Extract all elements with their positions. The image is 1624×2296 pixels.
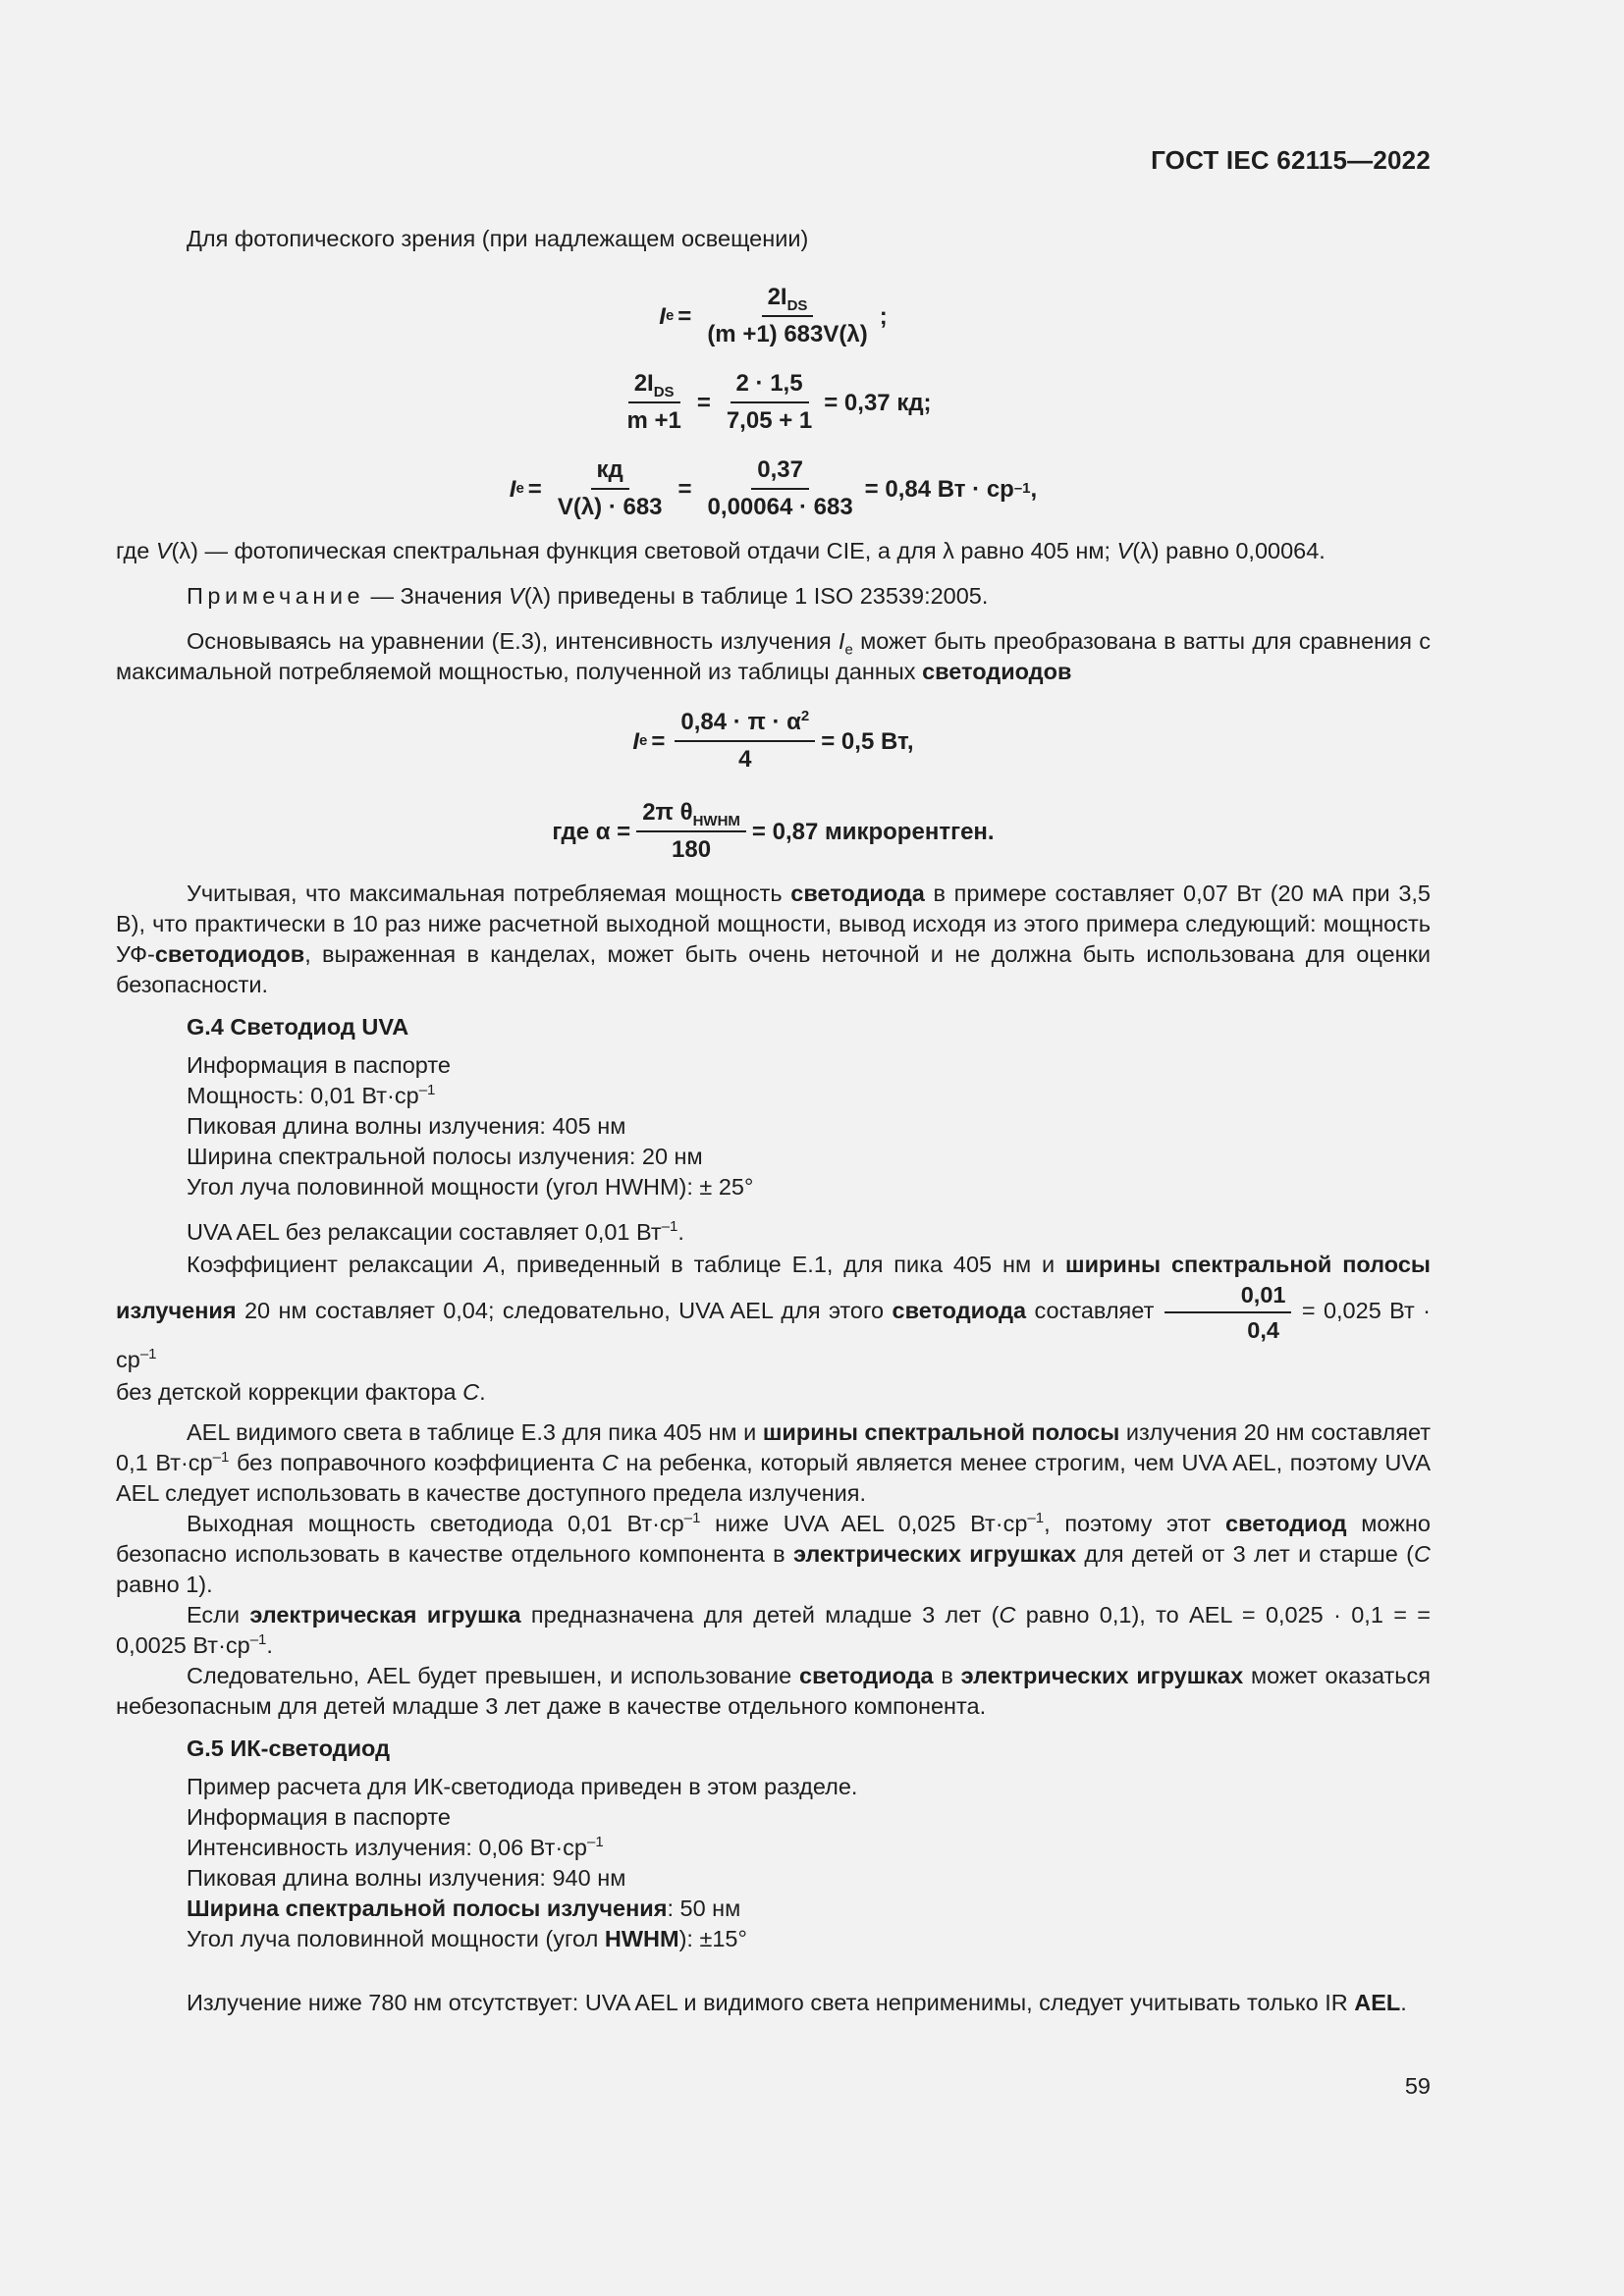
text-superscript: –1: [139, 1346, 157, 1363]
formula-fraction: [636, 799, 746, 864]
datasheet-line: [187, 1142, 1431, 1172]
formula-symbol: I: [632, 727, 640, 755]
formula-result: = 0,37 кд;: [824, 389, 932, 416]
fraction-numerator: 2π θ: [642, 799, 693, 826]
text-bold: светодиодов: [154, 941, 305, 967]
formula-result: = 0,84 Вт · ср: [864, 475, 1014, 503]
fraction-numerator: 0,84 · π · α: [680, 709, 801, 735]
text-run: для детей от 3 лет и старше (: [1076, 1541, 1415, 1567]
fraction-denominator: 0,4: [1247, 1317, 1279, 1343]
formula-fraction: [621, 370, 686, 435]
text-run: без поправочного коэффициента: [229, 1450, 602, 1475]
text-bold: ширины спектральной полосы: [762, 1419, 1120, 1445]
section-heading-g4: G.4 Светодиод UVA: [187, 1014, 409, 1040]
text-bold: светодиода: [799, 1663, 934, 1688]
page-number: 59: [1404, 2073, 1431, 2099]
formula-ratio: $\frac{2I_{DS}}{m +1}$ = $\frac{2 \cdot 1,5}{7,05 + 1}$ = 0,37 кд;: [116, 370, 1431, 435]
formula-ie-value: I e = $\frac{кд}{V(\lambda) \cdot 683}$ = $\frac{0,37}{0,00064 \cdot 683}$ = 0,84 Вт · ср –1 ,: [509, 456, 1038, 520]
fraction-numerator: 2 · 1,5: [731, 370, 809, 403]
text-bold: светодиод: [1225, 1511, 1347, 1536]
text-run: .: [266, 1632, 273, 1658]
text-run: (λ) приведены в таблице 1 ISO 23539:2005.: [523, 583, 989, 609]
fraction-denominator: 0,00064 · 683: [707, 494, 853, 520]
text-run: V: [509, 583, 524, 609]
text-bold: светодиода: [892, 1298, 1027, 1324]
text-run: излучения 20 нм составляет 0,1 Вт·ср: [116, 1419, 1431, 1475]
datasheet-line: [187, 1172, 1431, 1202]
text-run: С: [1414, 1541, 1431, 1567]
text-run: , поэтому этот: [1044, 1511, 1226, 1536]
note-label: Примечание: [187, 583, 365, 609]
fraction-denominator: m +1: [626, 407, 681, 434]
fraction-denominator: 180: [672, 836, 712, 863]
text-run: Угол луча половинной мощности (угол HWHM): ± 25°: [187, 1174, 754, 1200]
paragraph-consequence: [116, 1661, 1431, 1722]
text-superscript: –1: [212, 1449, 230, 1467]
formula-fraction: [701, 284, 873, 348]
text-run: Основываясь на уравнении (Е.3), интенсивность излучения: [187, 628, 839, 654]
text-run: можно безопасно использовать в качестве отдельного компонента в: [116, 1511, 1431, 1567]
fraction-numerator: 2I: [767, 284, 787, 310]
formula-fraction: [721, 370, 818, 435]
fraction-numerator: 2I: [633, 370, 654, 397]
text-run: Выходная мощность светодиода 0,01 Вт·ср: [187, 1511, 684, 1536]
text-run: : 50 нм: [667, 1896, 741, 1921]
paragraph-ir-final: [116, 1988, 1431, 2018]
text-run: I: [838, 628, 845, 654]
fraction-subscript: DS: [653, 383, 675, 400]
text-run: .: [677, 1219, 684, 1245]
text-run: Мощность: 0,01 Вт·ср: [187, 1083, 419, 1108]
text-run: С: [462, 1379, 480, 1405]
uva-ael-line: [187, 1217, 1431, 1248]
text-run: — Значения: [364, 583, 509, 609]
paragraph-relaxation-cont: [116, 1377, 1431, 1408]
text-run: = 0,025 Вт · ср: [116, 1298, 1432, 1372]
text-bold: электрических игрушках: [960, 1663, 1244, 1688]
inline-fraction: [1164, 1282, 1292, 1343]
text-run: А: [483, 1252, 500, 1277]
text-superscript: –1: [1027, 1510, 1045, 1527]
formula-result: = 0,5 Вт,: [821, 727, 914, 755]
text-bold: электрических игрушках: [793, 1541, 1077, 1567]
text-bold: HWHM: [604, 1926, 679, 1951]
text-bold: светодиода: [790, 881, 925, 906]
datasheet-line: Пример расчета для ИК-светодиода приведен в этом разделе.: [187, 1774, 858, 1799]
fraction-denominator: 7,05 + 1: [726, 407, 813, 434]
fraction-denominator: V(λ) · 683: [557, 494, 663, 520]
text-run: V: [1116, 538, 1133, 563]
text-run: (λ) — фотопическая спектральная функция световой отдачи CIE, а для λ равно 405 нм;: [171, 538, 1117, 563]
text-run: V: [155, 538, 172, 563]
formula-symbol: I: [509, 475, 516, 503]
text-superscript: –1: [661, 1218, 678, 1236]
text-run: составляет: [1026, 1298, 1163, 1324]
text-run: Информация в паспорте: [187, 1052, 451, 1078]
text-run: Интенсивность излучения: 0,06 Вт·ср: [187, 1835, 587, 1860]
paragraph-output-power: [116, 1509, 1431, 1600]
formula-tail: ;: [879, 302, 888, 330]
formula-fraction: [702, 456, 859, 521]
text-run: предназначена для детей младше 3 лет (: [520, 1602, 1000, 1628]
text-run: Учитывая, что максимальная потребляемая мощность: [187, 881, 791, 906]
paragraph-conclusion: [116, 879, 1431, 1000]
datasheet-line: [187, 1833, 1431, 1863]
datasheet-line: [187, 1111, 1431, 1142]
text-run: ): ±15°: [678, 1926, 747, 1951]
text-run: где: [116, 538, 156, 563]
datasheet-line: [187, 1081, 1431, 1111]
text-run: ниже UVA AEL 0,025 Вт·ср: [700, 1511, 1028, 1536]
document-header: ГОСТ IEC 62115—2022: [1151, 145, 1431, 175]
fraction-subscript: DS: [786, 296, 808, 314]
page-content: [116, 224, 1431, 2018]
formula-fraction: [675, 709, 815, 774]
text-run: Коэффициент релаксации: [187, 1252, 484, 1277]
fraction-numerator: 0,01: [1164, 1282, 1292, 1313]
formula-ie-photopic: I e = $\frac{2I_{DS}}{(m +1) 683V(\lambda)}$ ;: [659, 284, 888, 347]
text-run: .: [479, 1379, 486, 1405]
text-run: , приведенный в таблице Е.1, для пика 405 нм и: [499, 1252, 1065, 1277]
fraction-numerator: 0,37: [751, 456, 809, 490]
text-run: , выраженная в канделах, может быть очень неточной и не должна быть использована для оценки безопасности.: [116, 941, 1431, 997]
text-run: Следовательно, AEL будет превышен, и использование: [187, 1663, 799, 1688]
text-bold: Ширина спектральной полосы излучения: [187, 1896, 668, 1921]
text-run: может быть преобразована в ватты для сравнения с максимальной потребляемой мощностью, полученной из таблицы данных: [116, 628, 1431, 684]
text-bold: AEL: [1354, 1990, 1401, 2015]
paragraph-visible-ael: [116, 1417, 1431, 1509]
text-run: Пиковая длина волны излучения: 405 нм: [187, 1113, 626, 1139]
datasheet-line: Информация в паспорте: [187, 1804, 451, 1830]
text-run: 20 нм составляет 0,04; следовательно, UVA AEL для этого: [236, 1298, 893, 1324]
datasheet-line: [187, 1050, 1431, 1081]
text-run: в: [933, 1663, 961, 1688]
text-subscript: e: [844, 641, 853, 659]
text-run: может оказаться небезопасным для детей младше 3 лет даже в качестве отдельного компонента.: [116, 1663, 1431, 1719]
text-run: Если: [187, 1602, 250, 1628]
text-bold: светодиодов: [922, 659, 1072, 684]
text-run: в примере составляет 0,07 Вт (20 мА при 3,5 В), что практически в 10 раз ниже расчетной выходной мощности, вывод исходя из этого примера следующий: мощность УФ-: [116, 881, 1431, 967]
formula-ie-watts: I e = $\frac{0,84 \cdot \pi \cdot \alpha^2}{4}$ = 0,5 Вт,: [632, 708, 914, 773]
g5-datasheet: [116, 1772, 1431, 1954]
text-superscript: –1: [249, 1631, 267, 1649]
g4-datasheet: [116, 1050, 1431, 1248]
text-run: равно 1).: [116, 1572, 213, 1597]
text-run: Угол луча половинной мощности (угол: [187, 1926, 605, 1951]
text-bold: ширины спектральной полосы излучения: [116, 1252, 1431, 1324]
formula-tail: ,: [1030, 475, 1038, 503]
text-run: UVA AEL без релаксации составляет 0,01 Вт: [187, 1219, 662, 1245]
datasheet-line: [187, 1894, 1431, 1924]
text-superscript: –1: [418, 1082, 436, 1099]
paragraph-relaxation: [116, 1248, 1431, 1377]
formula-prefix: где α =: [552, 818, 631, 845]
datasheet-line: [187, 1924, 1431, 1954]
note: [116, 581, 1431, 612]
formula-alpha: [116, 799, 1431, 864]
fraction-denominator: (m +1) 683V(λ): [707, 321, 868, 347]
fraction-denominator: 4: [738, 746, 752, 773]
text-run: Излучение ниже 780 нм отсутствует: UVA AEL и видимого света неприменимы, следует учитывать только IR: [187, 1990, 1355, 2015]
formula-symbol: I: [659, 302, 666, 330]
fraction-superscript: 2: [800, 708, 810, 724]
text-run: без детской коррекции фактора: [116, 1379, 463, 1405]
intro-text: Для фотопического зрения (при надлежащем освещении): [187, 226, 809, 251]
text-bold: электрическая игрушка: [249, 1602, 521, 1628]
fraction-numerator: кд: [591, 456, 629, 490]
text-superscript: –1: [683, 1510, 701, 1527]
text-superscript: –1: [586, 1834, 604, 1851]
text-run: Ширина спектральной полосы излучения: 20 нм: [187, 1144, 703, 1169]
paragraph-toy-under-3: [116, 1600, 1431, 1661]
text-run: AEL видимого света в таблице Е.3 для пика 405 нм и: [187, 1419, 763, 1445]
paragraph-conversion: [116, 626, 1431, 687]
formula-fraction: [552, 456, 669, 521]
text-run: на ребенка, который является менее строгим, чем UVA AEL, поэтому UVA AEL следует использовать в качестве доступного предела излучения.: [116, 1450, 1432, 1506]
section-heading-g5: G.5 ИК-светодиод: [187, 1735, 391, 1761]
text-run: С: [999, 1602, 1016, 1628]
text-run: (λ) равно 0,00064.: [1132, 538, 1326, 563]
where-definition: [116, 536, 1431, 566]
formula-result: = 0,87 микрорентген.: [751, 818, 995, 845]
text-run: равно 0,1), то AEL = 0,025 · 0,1 = = 0,0025 Вт·ср: [116, 1602, 1431, 1658]
datasheet-line: Пиковая длина волны излучения: 940 нм: [187, 1865, 626, 1891]
fraction-subscript: HWHM: [692, 812, 740, 829]
text-run: .: [1400, 1990, 1407, 2015]
text-run: С: [601, 1450, 619, 1475]
